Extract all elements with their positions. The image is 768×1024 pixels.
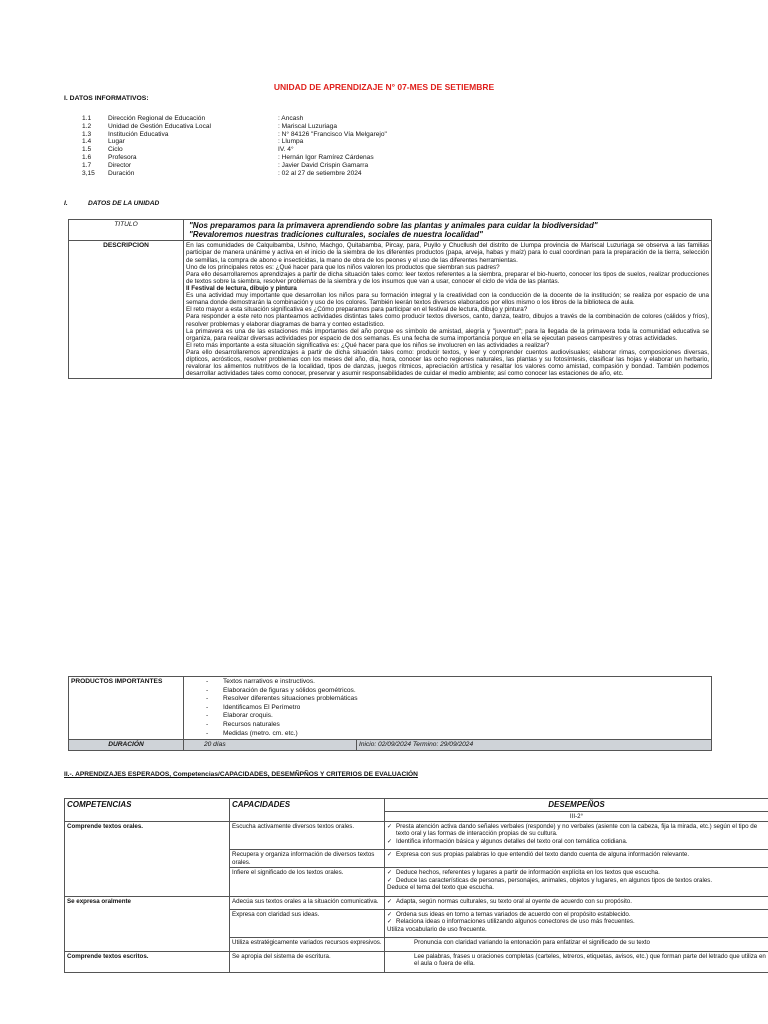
competencia-row [65,822,768,850]
capacidad-cell: Infiere el significado de los textos orales. [230,868,385,896]
info-row [82,162,387,170]
desempeno-text: Identifica información básica y algunos detalles del texto oral con temática cotidiana. [396,837,628,845]
check-icon: ✓ [387,823,393,831]
desempeno-cell [385,896,768,909]
info-row [82,146,387,154]
info-value: : Mariscal Luzuriaga [278,122,338,130]
desempeno-cell [385,868,768,896]
info-number: 1.1 [82,115,92,122]
info-number: 1.3 [82,130,92,138]
unit-table [68,219,712,379]
capacidad-cell: Utiliza estratégicamente variados recursos expresivos. [230,938,385,951]
competencia-row [65,896,768,909]
info-row [82,115,387,123]
desempeno-item [387,851,766,858]
desempeno-cell [385,951,768,972]
check-icon: ✓ [387,897,393,905]
descripcion-paragraph: II Festival de lectura, dibujo y pintura [186,285,297,293]
desempeno-cell [385,822,768,850]
descripcion-paragraph: El reto mayor a esta situación significativa es ¿Cómo preparamos para participar en el festival de lectura, dibujo y pintura? [186,306,528,314]
desempeno-text: Presta atención activa dando señales verbales (responde) y no verbales (asiente con la cabeza, fija la mirada, etc.) según el tipo de texto oral y las formas de interacción propias de su cultura. [396,823,758,838]
info-number: 1.7 [82,161,92,169]
spacer [405,939,414,946]
desempeno-cell [385,909,768,937]
titulo-row [69,220,712,241]
capacidad-cell: Se apropia del sistema de escritura. [230,951,385,972]
header-grado: III-2° [385,811,768,821]
info-number: 1.2 [82,122,92,130]
competencia-name: Comprende textos escritos. [65,951,230,972]
desempeno-text: Relaciona ideas o informaciones utilizando algunos conectores de uso más frecuentes. [396,918,635,926]
info-row [82,138,387,146]
competencias-header [65,799,768,812]
producto-item: - Medidas (metro. cm. etc.) [206,730,709,739]
info-value: : Llumpa [278,138,304,146]
desempeno-text: Lee palabras, frases u oraciones completas (carteles, letreros, etiquetas, avisos, etc.) que forman parte del letrado que utiliza en el aula o fuera de ella. [414,952,766,968]
header-desempenos: DESEMPEÑOS [385,799,768,812]
check-icon: ✓ [387,869,393,877]
info-label: Ciclo [108,146,123,154]
producto-item: - Resolver diferentes situaciones problemáticas [206,695,709,704]
capacidad-cell: Escucha activamente diversos textos orales. [230,822,385,850]
check-icon: ✓ [387,876,393,884]
desempeno-item [387,898,766,905]
descripcion-paragraph: Para ello desarrollaremos aprendizajes a partir de dicha situación tales como: producir textos, y leer y comprender cuentos audiovisuales; elaborar rimas, composiciones diversas, dípticos, acrósticos, resolver problemas con los meses del año, día, hora, conocer las ocho regiones naturales, las plantas y su fotosíntesis, clasificar las hojas y elaborar un herbario, revalorar los alimentos nutritivos de la localidad, tipos de danzas, juegos rítmicos, apreciación artística y resaltar los valores como amistad, compasión y bondad. También podemos desarrollar actividades tales como conocer, preservar y asumir responsabilidades de cuidar el medio ambiente; así como conocer las estaciones de año, etc. [186,349,709,378]
descripcion-paragraph: Para responder a este reto nos planteamos actividades distintas tales como producir textos diversos, canto, danza, teatro, dibujos a través de la combinación de colores (cálidos y fríos), resolver problemas y elaborar diagramas de barra y conteo estadístico. [186,313,709,328]
descripcion-paragraph: La primavera es una de las estaciones más importantes del año porque es símbolo de amistad, alegría y "juventud"; para la llegada de la primavera toda la comunidad educativa se organiza, para realizar diversas actividades por espacio de dos semanas. Es una fecha de suma importancia porque en ella se ejecutan paseos campestres y otras actividades. [186,327,709,342]
lema-1: "Nos preparamos para la primavera aprendiendo sobre las plantas y animales para cuidar la biodiversidad" [189,221,598,230]
spacer [405,953,414,968]
desempeno-item [387,877,766,884]
info-label: Dirección Regional de Educación [108,115,206,122]
duracion-label: DURACIÓN [69,740,184,751]
descripcion-label: DESCRIPCION [69,241,184,379]
duracion-row [69,740,712,751]
info-row [82,170,387,178]
descripcion-paragraph: Para ello desarrollaremos aprendizajes a partir de dicha situación tales como: leer textos referentes a la siembra, preparar el bio-huerto, conocer los tipos de suelos, realizar producciones de textos sobre la siembra, resolver problemas de la siembra y de los insumos que van a usar, conocer el ciclo de vida de las plantas. [186,270,709,285]
desempeno-text: Pronuncia con claridad variando la entonación para enfatizar el significado de su texto [414,939,650,947]
check-icon: ✓ [387,837,393,845]
producto-item: - Recursos naturales [206,721,709,730]
desempeno-text: Adapta, según normas culturales, su texto oral al oyente de acuerdo con su propósito. [396,897,632,905]
descripcion-text [184,241,712,379]
producto-item: - Elaboración de figuras y sólidos geométricos. [206,687,709,696]
info-value: : Ancash [278,115,304,122]
duracion-value: 20 días [184,740,357,751]
desempeno-extra: Utiliza vocabulario de uso frecuente. [387,925,487,933]
producto-item: - Identificamos El Perímetro [206,704,709,713]
descripcion-paragraph: Es una actividad muy importante que desarrollan los niños para su formación integral y la creatividad con la conducción de la docente de la institución; se realiza por espacio de una semana donde demostrarán la combinación y uso de los colores. También leerán textos diversos elaborados por ellos mismo o los libros de la biblioteca de aula. [186,292,709,307]
productos-list-cell [184,677,712,740]
desempeno-item [387,823,766,838]
producto-item: - Textos narrativos e instructivos. [206,678,709,687]
section-datos-unidad [64,200,159,208]
titulo-label: TITULO [69,220,184,241]
lema-2: "Revaloremos nuestras tradiciones culturales, sociales de nuestra localidad" [189,230,483,240]
desempeno-item [387,838,766,845]
section-label: DATOS DE LA UNIDAD [88,200,160,207]
competencias-table [64,798,768,973]
header-capacidades: CAPACIDADES [230,799,385,822]
info-label: Lugar [108,138,125,146]
info-row [82,131,387,139]
descripcion-paragraph: Uno de los principales retos es: ¿Qué hacer para que los niños valoren los productos que siembran sus padres? [186,263,500,271]
info-label: Profesora [108,153,137,161]
desempeno-text: Ordena sus ideas en torno a temas variados de acuerdo con el propósito establecido. [396,910,631,918]
info-list [82,115,387,177]
capacidad-cell: Expresa con claridad sus ideas. [230,909,385,937]
desempeno-extra: Deduce el tema del texto que escucha. [387,884,494,892]
info-value: : Hernán Igor Ramírez Cárdenas [278,153,374,161]
check-icon: ✓ [387,910,393,918]
desempeno-item [387,869,766,876]
section-datos-informativos: I. DATOS INFORMATIVOS: [64,95,149,102]
productos-list [186,678,709,738]
info-number: 1.4 [82,138,92,146]
capacidad-cell: Recupera y organiza información de diversos textos orales. [230,850,385,868]
desempeno-item [387,918,766,925]
productos-row [69,677,712,740]
info-value: : 02 al 27 de setiembre 2024 [278,169,362,177]
duracion-fechas: Inicio: 02/09/2024 Termino: 29/09/2024 [357,740,712,751]
info-row [82,123,387,131]
titulo-value [184,220,712,241]
info-number: 1.6 [82,153,92,161]
section-number: I. [64,200,68,207]
desempeno-item [387,939,766,946]
info-value: IV. 4° [278,146,294,154]
descripcion-paragraph: En las comunidades de Calquibamba, Ushno, Machgo, Quitabamba, Pircay, para, Puyllo y Chucllush del distrito de Llumpa provincia de Mariscal Luzuriaga se observa a las familias participar de manera unánime y activa en el inicio de la siembra de los diferentes productos (papa, arveja, habas y maíz) para lo cual coordinan para la preparación de la tierra, selección de semillas, la compra de abono e insecticidas, la mano de obra de los peones y el uso de las diferentes herramientas. [186,242,709,264]
descripcion-row [69,241,712,379]
desempeno-item [387,953,766,968]
desempeno-cell [385,938,768,951]
descripcion-paragraph: El reto más importante a esta situación significativa es: ¿Qué hacer para que los niños se involucren en las actividades a realizar? [186,341,550,349]
info-value: : Javier David Crispin Gamarra [278,161,369,169]
competencia-row [65,951,768,972]
section-aprendizajes: II.-. APRENDIZAJES ESPERADOS, Competencias/CAPACIDADES, DESEMÑPÑOS Y CRITERIOS DE EVALUACIÓN [64,771,418,778]
desempeno-text: Deduce hechos, referentes y lugares a partir de información explícita en los textos que escucha. [396,869,660,877]
info-label: Institución Educativa [108,130,169,138]
desempeno-item [387,911,766,918]
capacidad-cell: Adecúa sus textos orales a la situación comunicativa. [230,896,385,909]
productos-label: PRODUCTOS IMPORTANTES [69,677,184,740]
header-competencias: COMPETENCIAS [65,799,230,822]
info-row [82,154,387,162]
info-value: : N° 84126 "Francisco Vía Melgarejo" [278,130,387,138]
producto-item: - Elaborar croquis. [206,712,709,721]
productos-table [68,676,712,751]
competencia-name: Comprende textos orales. [65,822,230,897]
info-label: Unidad de Gestión Educativa Local [108,122,212,130]
check-icon: ✓ [387,851,393,859]
document-title: UNIDAD DE APRENDIZAJE N° 07-MES DE SETIEMBRE [273,82,495,92]
info-label: Director [108,161,132,169]
info-number: 3,15 [82,169,95,177]
info-number: 1.5 [82,146,92,154]
desempeno-text: Expresa con sus propias palabras lo que entendió del texto dando cuenta de alguna información relevante. [396,851,690,859]
info-label: Duración [108,169,135,177]
desempeno-cell [385,850,768,868]
competencia-name: Se expresa oralmente [65,896,230,951]
check-icon: ✓ [387,918,393,926]
desempeno-text: Deduce las características de personas, personajes, animales, objetos y lugares, en algunos tipos de textos orales. [396,876,713,884]
